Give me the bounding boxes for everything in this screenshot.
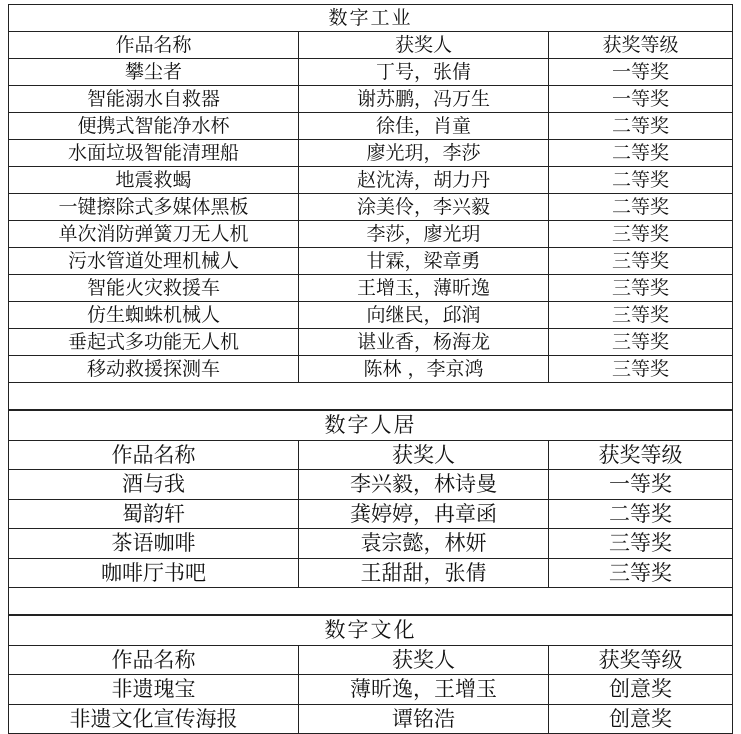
table-row bbox=[9, 275, 733, 302]
header-winners[interactable]: 获奖人 bbox=[299, 440, 549, 470]
cell-winners[interactable]: 廖光玥，李莎 bbox=[299, 140, 549, 167]
cell-award-level[interactable]: 三等奖 bbox=[549, 558, 733, 588]
cell-winners[interactable]: 谌业香，杨海龙 bbox=[299, 329, 549, 356]
cell-winners[interactable]: 李兴毅，林诗曼 bbox=[299, 470, 549, 500]
table-row bbox=[9, 499, 733, 529]
cell-award-level[interactable]: 三等奖 bbox=[549, 529, 733, 559]
header-winners[interactable]: 获奖人 bbox=[299, 32, 549, 59]
cell-award-level[interactable]: 一等奖 bbox=[549, 59, 733, 86]
cell-award-level[interactable]: 二等奖 bbox=[549, 499, 733, 529]
table-row bbox=[9, 675, 733, 705]
header-award-level[interactable]: 获奖等级 bbox=[549, 645, 733, 675]
header-row bbox=[9, 645, 733, 675]
cell-winners[interactable]: 向继民，邱润 bbox=[299, 302, 549, 329]
cell-winners[interactable]: 谢苏鹏，冯万生 bbox=[299, 86, 549, 113]
section-digital-living bbox=[8, 410, 733, 615]
header-work-name[interactable]: 作品名称 bbox=[9, 440, 299, 470]
cell-award-level[interactable]: 二等奖 bbox=[549, 140, 733, 167]
table-row bbox=[9, 140, 733, 167]
cell-winners[interactable]: 谭铭浩 bbox=[299, 704, 549, 734]
cell-work-name[interactable]: 移动救援探测车 bbox=[9, 356, 299, 383]
cell-work-name[interactable]: 咖啡厅书吧 bbox=[9, 558, 299, 588]
header-work-name[interactable]: 作品名称 bbox=[9, 32, 299, 59]
cell-award-level[interactable]: 创意奖 bbox=[549, 704, 733, 734]
cell-winners[interactable]: 李莎，廖光玥 bbox=[299, 221, 549, 248]
cell-award-level[interactable]: 三等奖 bbox=[549, 221, 733, 248]
cell-award-level[interactable]: 一等奖 bbox=[549, 470, 733, 500]
cell-work-name[interactable]: 非遗文化宣传海报 bbox=[9, 704, 299, 734]
cell-work-name[interactable]: 污水管道处理机械人 bbox=[9, 248, 299, 275]
cell-work-name[interactable]: 单次消防弹簧刀无人机 bbox=[9, 221, 299, 248]
header-work-name[interactable]: 作品名称 bbox=[9, 645, 299, 675]
table-row bbox=[9, 470, 733, 500]
table-row bbox=[9, 558, 733, 588]
cell-work-name[interactable]: 一键擦除式多媒体黑板 bbox=[9, 194, 299, 221]
cell-work-name[interactable]: 非遗瑰宝 bbox=[9, 675, 299, 705]
cell-work-name[interactable]: 垂起式多功能无人机 bbox=[9, 329, 299, 356]
cell-award-level[interactable]: 二等奖 bbox=[549, 167, 733, 194]
cell-winners[interactable]: 袁宗懿，林妍 bbox=[299, 529, 549, 559]
cell-award-level[interactable]: 创意奖 bbox=[549, 675, 733, 705]
cell-work-name[interactable]: 攀尘者 bbox=[9, 59, 299, 86]
cell-winners[interactable]: 陈林 ，李京鸿 bbox=[299, 356, 549, 383]
cell-award-level[interactable]: 三等奖 bbox=[549, 356, 733, 383]
cell-winners[interactable]: 涂美伶，李兴毅 bbox=[299, 194, 549, 221]
table-row bbox=[9, 248, 733, 275]
section-title-row bbox=[9, 616, 733, 646]
cell-award-level[interactable]: 二等奖 bbox=[549, 194, 733, 221]
empty-cell[interactable] bbox=[9, 588, 733, 615]
table-row bbox=[9, 221, 733, 248]
cell-winners[interactable]: 薄昕逸，王增玉 bbox=[299, 675, 549, 705]
header-award-level[interactable]: 获奖等级 bbox=[549, 32, 733, 59]
cell-winners[interactable]: 赵沈涛，胡力丹 bbox=[299, 167, 549, 194]
awards-spreadsheet bbox=[8, 4, 732, 734]
cell-award-level[interactable]: 三等奖 bbox=[549, 329, 733, 356]
cell-winners[interactable]: 王甜甜，张倩 bbox=[299, 558, 549, 588]
header-row bbox=[9, 32, 733, 59]
empty-row bbox=[9, 588, 733, 615]
cell-winners[interactable]: 丁号，张倩 bbox=[299, 59, 549, 86]
cell-winners[interactable]: 王增玉，薄昕逸 bbox=[299, 275, 549, 302]
table-row bbox=[9, 529, 733, 559]
cell-work-name[interactable]: 酒与我 bbox=[9, 470, 299, 500]
cell-work-name[interactable]: 智能溺水自救器 bbox=[9, 86, 299, 113]
header-award-level[interactable]: 获奖等级 bbox=[549, 440, 733, 470]
table-row bbox=[9, 113, 733, 140]
cell-award-level[interactable]: 三等奖 bbox=[549, 248, 733, 275]
table-row bbox=[9, 59, 733, 86]
table-row bbox=[9, 167, 733, 194]
cell-work-name[interactable]: 茶语咖啡 bbox=[9, 529, 299, 559]
cell-winners[interactable]: 龚婷婷，冉章函 bbox=[299, 499, 549, 529]
cell-work-name[interactable]: 智能火灾救援车 bbox=[9, 275, 299, 302]
section-digital-culture bbox=[8, 615, 733, 734]
table-row bbox=[9, 194, 733, 221]
cell-award-level[interactable]: 一等奖 bbox=[549, 86, 733, 113]
header-winners[interactable]: 获奖人 bbox=[299, 645, 549, 675]
cell-award-level[interactable]: 三等奖 bbox=[549, 275, 733, 302]
table-row bbox=[9, 329, 733, 356]
cell-winners[interactable]: 徐佳，肖童 bbox=[299, 113, 549, 140]
cell-work-name[interactable]: 地震救蝎 bbox=[9, 167, 299, 194]
cell-work-name[interactable]: 蜀韵轩 bbox=[9, 499, 299, 529]
table-row bbox=[9, 86, 733, 113]
section-title[interactable]: 数字工业 bbox=[9, 5, 733, 32]
section-title-row bbox=[9, 411, 733, 441]
table-row bbox=[9, 302, 733, 329]
cell-winners[interactable]: 甘霖，梁章勇 bbox=[299, 248, 549, 275]
cell-award-level[interactable]: 二等奖 bbox=[549, 113, 733, 140]
section-title-row bbox=[9, 5, 733, 32]
section-digital-industry bbox=[8, 4, 733, 410]
empty-row bbox=[9, 383, 733, 410]
cell-work-name[interactable]: 水面垃圾智能清理船 bbox=[9, 140, 299, 167]
table-row bbox=[9, 704, 733, 734]
header-row bbox=[9, 440, 733, 470]
section-title[interactable]: 数字人居 bbox=[9, 411, 733, 441]
cell-award-level[interactable]: 三等奖 bbox=[549, 302, 733, 329]
table-row bbox=[9, 356, 733, 383]
empty-cell[interactable] bbox=[9, 383, 733, 410]
section-title[interactable]: 数字文化 bbox=[9, 616, 733, 646]
cell-work-name[interactable]: 仿生蜘蛛机械人 bbox=[9, 302, 299, 329]
cell-work-name[interactable]: 便携式智能净水杯 bbox=[9, 113, 299, 140]
